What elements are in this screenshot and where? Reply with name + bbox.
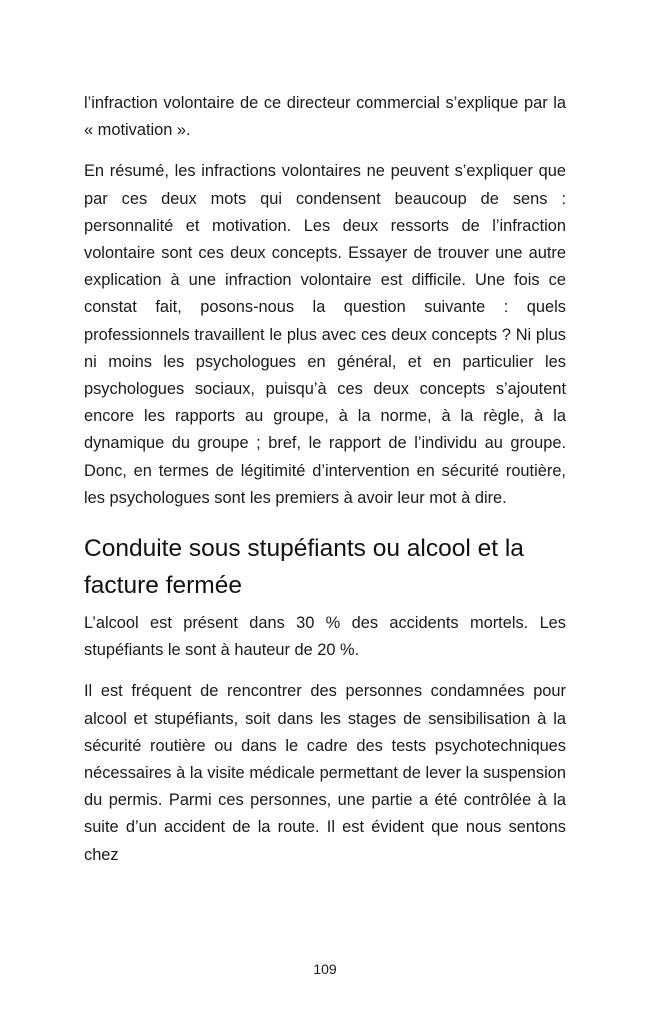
section-heading: Conduite sous stupéfiants ou alcool et la facture fermée bbox=[84, 535, 524, 600]
paragraph: En résumé, les infractions volontaires ne peuvent s’expliquer que par ces deux mots qui condensent beaucoup de sens : personnalité et motivation. Les deux ressorts de l’infraction volontaire sont ces deux concepts. Essayer de trouver une autre explication à une infraction volontaire est difficile. Une fois ce constat fait, posons-nous la question suivante : quels professionnels travaillent le plus avec ces deux concepts ? Ni plus ni moins les psychologues en général, et en particulier les psychologues sociaux, puisqu’à ces deux concepts s’ajoutent encore les rapports au groupe, à la norme, à la règle, à la dynamique du groupe ; bref, le rapport de l’individu au groupe. Donc, en termes de légitimité d’intervention en sécurité routière, les psychologues sont les premiers à avoir leur mot à dire. bbox=[84, 162, 566, 507]
paragraph: L’alcool est présent dans 30 % des accidents mortels. Les stupéfiants le sont à hauteur de 20 %. bbox=[84, 614, 566, 660]
page-body bbox=[84, 90, 566, 883]
paragraph: Il est fréquent de rencontrer des personnes condamnées pour alcool et stupéfiants, soit dans les stages de sensibilisation à la sécurité routière ou dans le cadre des tests psychotechniques nécessaires à la visite médicale permettant de lever la suspension du permis. Parmi ces personnes, une partie a été contrôlée à la suite d’un accident de la route. Il est évident que nous sentons chez bbox=[84, 682, 566, 864]
paragraph: l’infraction volontaire de ce directeur commercial s’explique par la « motivation ». bbox=[84, 94, 566, 140]
page-number: 109 bbox=[313, 961, 337, 977]
